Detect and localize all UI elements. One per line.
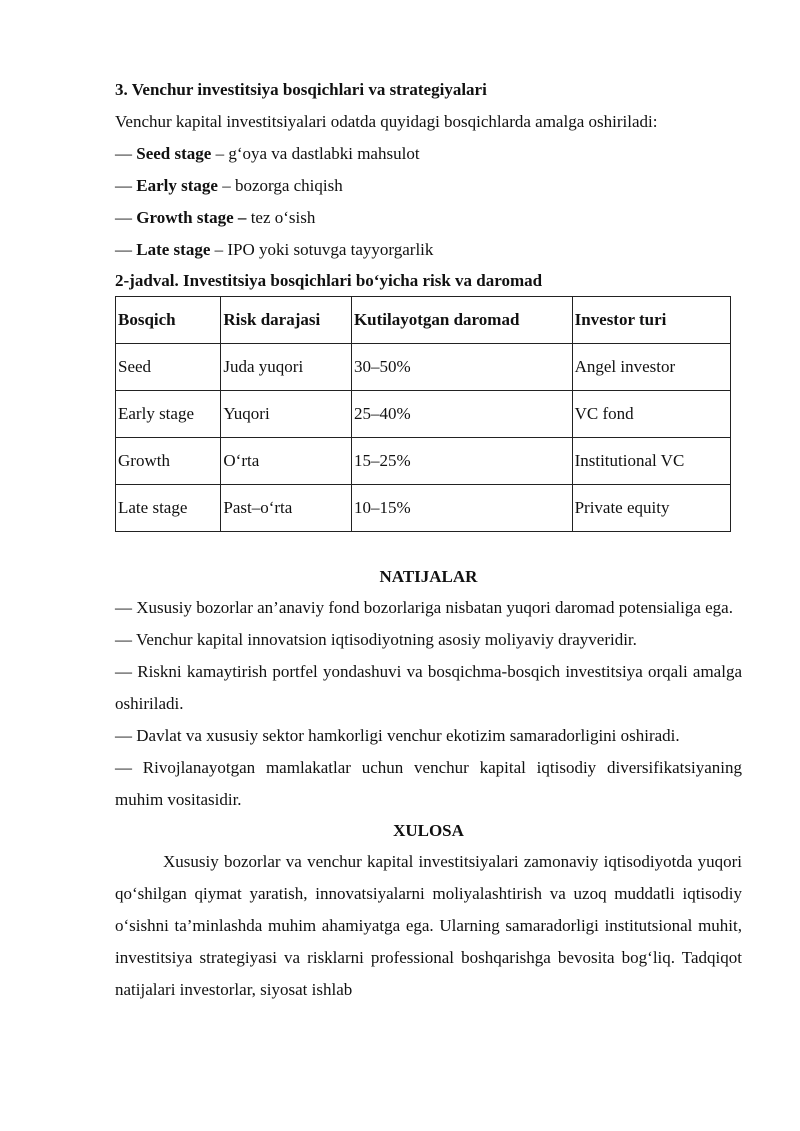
document-page <box>115 74 742 1006</box>
conclusion-paragraph: Xususiy bozorlar va venchur kapital investitsiyalari zamonaviy iqtisodiyotda yuqori qo‘shilgan qiymat yaratish, innovatsiyalarni moliyalashtirish va uzoq muddatli iqtisodiy o‘sishni ta’minlashda muhim ahamiyatga ega. Ularning samaradorligi institutsional muhit, investitsiya strategiyasi va risklarni professional boshqarishga bevosita bog‘liq. Tadqiqot natijalari investorlar, siyosat ishlab <box>115 852 742 999</box>
table-header-cell: Investor turi <box>572 297 730 344</box>
table-cell: 15–25% <box>351 438 572 485</box>
stage-item-late <box>115 234 742 266</box>
stage-name: Early stage <box>136 176 218 195</box>
stage-item-seed <box>115 138 742 170</box>
stage-dash: — <box>115 208 132 227</box>
table-cell: Early stage <box>116 391 221 438</box>
stage-name: Growth stage – <box>136 208 247 227</box>
table-row <box>116 485 731 532</box>
table-header-cell: Risk darajasi <box>221 297 352 344</box>
results-item: — Venchur kapital innovatsion iqtisodiyotning asosiy moliyaviy drayveridir. <box>115 630 637 649</box>
table-cell: Seed <box>116 344 221 391</box>
section-title: 3. Venchur investitsiya bosqichlari va strategiyalari <box>115 80 487 99</box>
stage-name: Late stage <box>136 240 211 259</box>
table-cell: Growth <box>116 438 221 485</box>
stage-desc: – IPO yoki sotuvga tayyorgarlik <box>210 240 434 259</box>
table-cell: O‘rta <box>221 438 352 485</box>
table-row <box>116 344 731 391</box>
section-intro: Venchur kapital investitsiyalari odatda quyidagi bosqichlarda amalga oshiriladi: <box>115 112 658 131</box>
stage-desc: – g‘oya va dastlabki mahsulot <box>211 144 420 163</box>
conclusion-heading: XULOSA <box>393 821 464 840</box>
table-cell: Angel investor <box>572 344 730 391</box>
stage-desc: – bozorga chiqish <box>217 176 343 195</box>
table-header-row <box>116 297 731 344</box>
stage-dash: — <box>115 144 132 163</box>
table-cell: VC fond <box>572 391 730 438</box>
stage-dash: — <box>115 176 132 195</box>
results-item: — Xususiy bozorlar an’anaviy fond bozorlariga nisbatan yuqori daromad potensialiga ega. <box>115 598 733 617</box>
table-cell: 25–40% <box>351 391 572 438</box>
table-cell: Late stage <box>116 485 221 532</box>
table-cell: 10–15% <box>351 485 572 532</box>
stage-desc: tez o‘sish <box>246 208 316 227</box>
table-row <box>116 438 731 485</box>
table-cell: 30–50% <box>351 344 572 391</box>
table-cell: Institutional VC <box>572 438 730 485</box>
table-cell: Yuqori <box>221 391 352 438</box>
results-item: — Davlat va xususiy sektor hamkorligi venchur ekotizim samaradorligini oshiradi. <box>115 726 680 745</box>
stage-item-growth <box>115 202 742 234</box>
risk-return-table <box>115 296 731 532</box>
table-header-cell: Kutilayotgan daromad <box>351 297 572 344</box>
table-header-cell: Bosqich <box>116 297 221 344</box>
table-cell: Juda yuqori <box>221 344 352 391</box>
table-cell: Private equity <box>572 485 730 532</box>
stage-item-early <box>115 170 742 202</box>
stage-dash: — <box>115 240 132 259</box>
results-heading: NATIJALAR <box>379 567 478 586</box>
table-row <box>116 391 731 438</box>
table-cell: Past–o‘rta <box>221 485 352 532</box>
table-caption: 2-jadval. Investitsiya bosqichlari bo‘yicha risk va daromad <box>115 271 543 290</box>
stage-name: Seed stage <box>136 144 212 163</box>
results-item: — Riskni kamaytirish portfel yondashuvi va bosqichma-bosqich investitsiya orqali amalga oshiriladi. <box>115 662 742 713</box>
results-item: — Rivojlanayotgan mamlakatlar uchun venchur kapital iqtisodiy diversifikatsiyaning muhim vositasidir. <box>115 758 742 809</box>
